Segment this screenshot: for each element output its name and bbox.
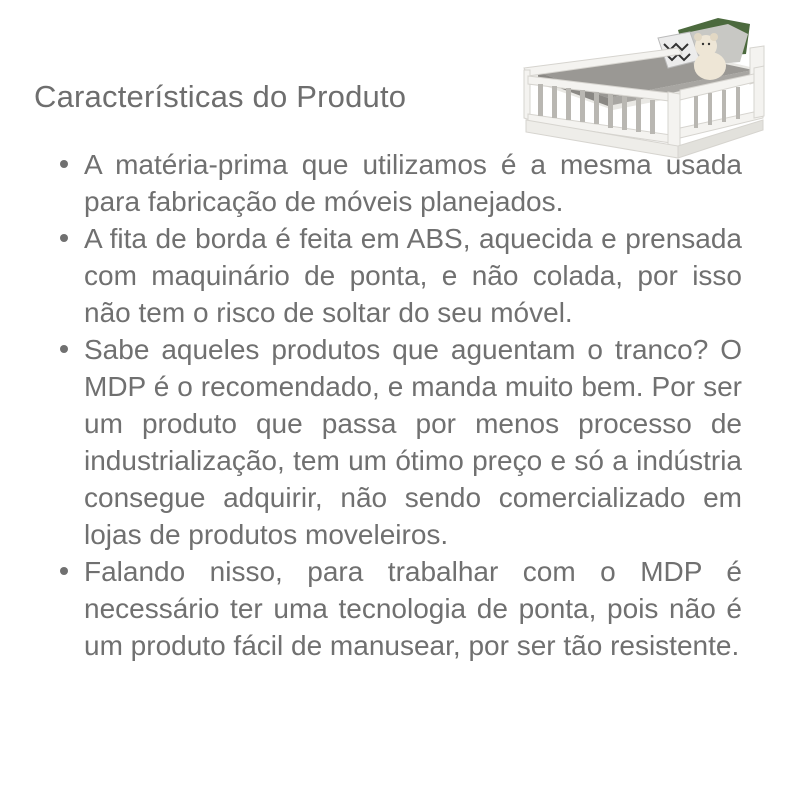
bullet-icon [60,160,68,168]
feature-text: A matéria-prima que utilizamos é a mesma usada para fabricação de móveis planejados. [84,149,742,217]
list-item [84,553,742,664]
features-list [58,146,742,664]
page-title: Características do Produto [34,78,407,114]
feature-text: Falando nisso, para trabalhar com o MDP é necessário ter uma tecnologia de ponta, pois não é um produto fácil de manusear, por ser tão resistente. [84,556,742,661]
feature-text: A fita de borda é feita em ABS, aquecida e prensada com maquinário de ponta, e não colada, por isso não tem o risco de soltar do seu móvel. [84,223,742,328]
bullet-icon [60,345,68,353]
toddler-bed-icon [518,10,768,160]
list-item [84,146,742,220]
list-item [84,331,742,553]
list-item [84,220,742,331]
feature-text: Sabe aqueles produtos que aguentam o tranco? O MDP é o recomendado, e manda muito bem. Por ser um produto que passa por menos processo de industrialização, tem um ótimo preço e só a indústria consegue adquirir, não sendo comercializado em lojas de produtos moveleiros. [84,334,742,550]
bullet-icon [60,567,68,575]
bullet-icon [60,234,68,242]
